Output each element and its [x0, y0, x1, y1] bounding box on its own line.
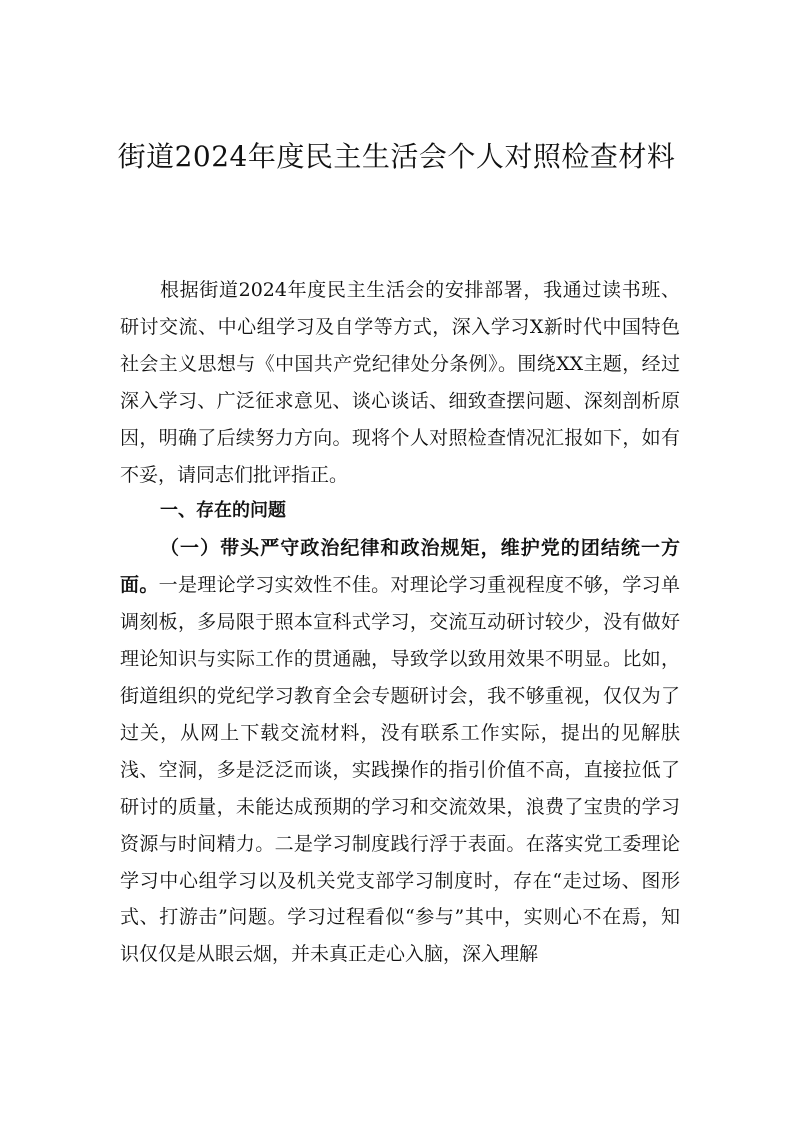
- section-heading-problems: 一、存在的问题: [160, 500, 286, 522]
- subsection-body: 一是理论学习实效性不佳。对理论学习重视程度不够，学习单调刻板，多局限于照本宣科式学习，交流互动研讨较少，没有做好理论知识与实际工作的贯通融，导致学以致用效果不明显。比如，街道组织的党纪学习教育全会专题研讨会，我不够重视，仅仅为了过关，从网上下载交流材料，没有联系工作实际，提出的见解肤浅、空洞，多是泛泛而谈，实践操作的指引价值不高，直接拉低了研讨的质量，未能达成预期的学习和交流效果，浪费了宝贵的学习资源与时间精力。二是学习制度践行浮于表面。在落实党工委理论学习中心组学习以及机关党支部学习制度时，存在“走过场、图形式、打游击”问题。学习过程看似“参与”其中，实则心不在焉，知识仅仅是从眼云烟，并未真正走心入脑，深入理解: [120, 574, 680, 966]
- subsection-paragraph-political-discipline: [120, 530, 680, 973]
- intro-paragraph: 根据街道2024年度民主生活会的安排部署，我通过读书班、研讨交流、中心组学习及自学等方式，深入学习X新时代中国特色社会主义思想与《中国共产党纪律处分条例》。围绕XX主题，经过深入学习、广泛征求意见、谈心谈话、细致查摆问题、深刻剖析原因，明确了后续努力方向。现将个人对照检查情况汇报如下，如有不妥，请同志们批评指正。: [120, 279, 680, 486]
- document-title: 街道2024年度民主生活会个人对照检查材料: [117, 140, 676, 173]
- subsection-heading: （一）带头严守政治纪律和政治规矩，维护党的团结统一方面。: [120, 537, 680, 597]
- document-body: [120, 272, 680, 973]
